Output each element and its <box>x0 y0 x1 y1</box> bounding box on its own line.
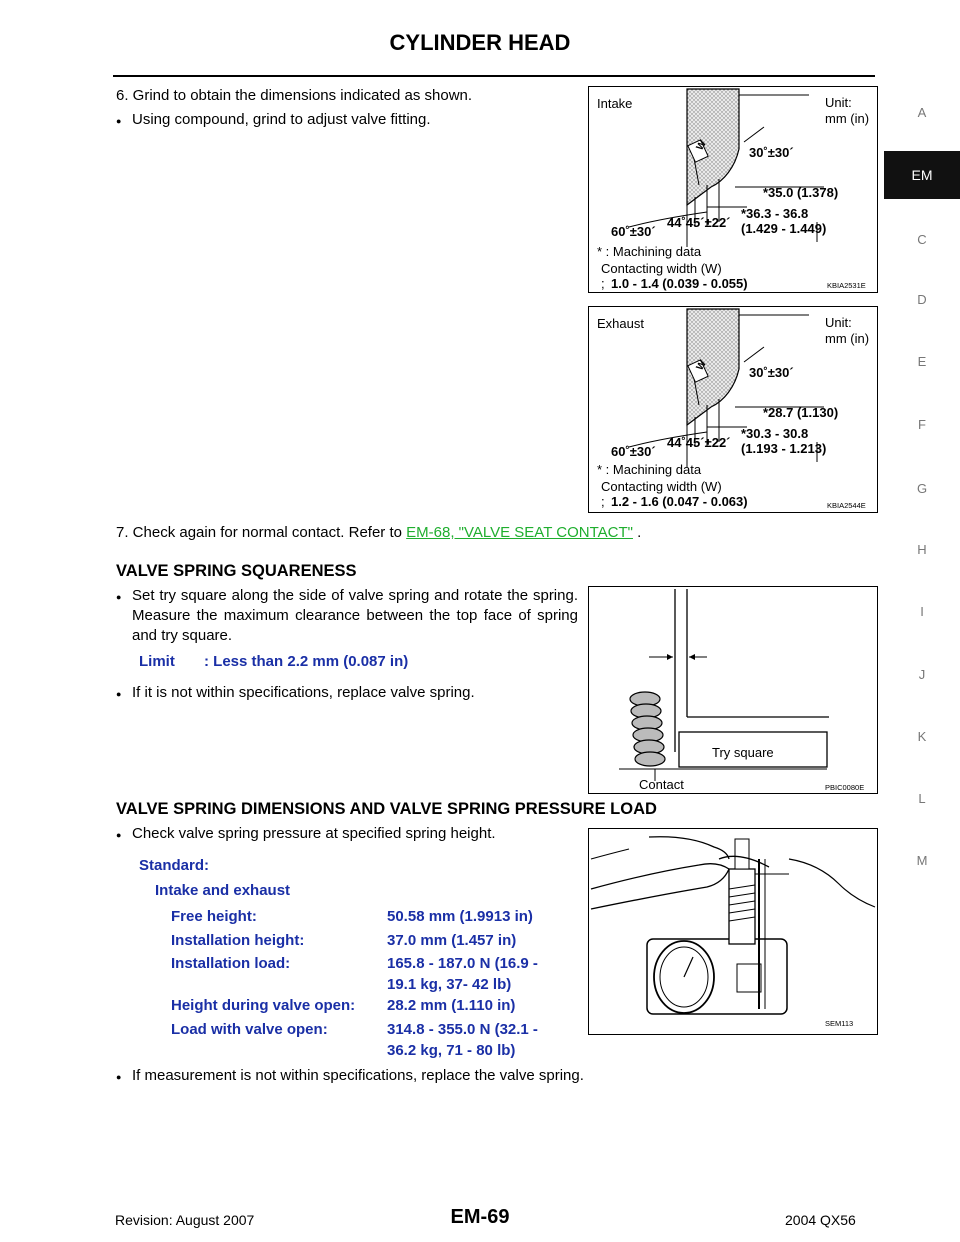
exhaust-dim-2b: (1.193 - 1.213) <box>741 441 827 456</box>
dimensions-heading: VALVE SPRING DIMENSIONS AND VALVE SPRING PRESSURE LOAD <box>116 800 657 818</box>
footer-model: 2004 QX56 <box>785 1212 856 1228</box>
intake-figure-id: KBIA2531E <box>827 281 866 290</box>
spec-label-free-height: Free height: <box>171 908 257 925</box>
tab-a[interactable]: A <box>917 105 927 120</box>
tab-h[interactable]: H <box>917 542 927 557</box>
header-rule <box>113 75 875 77</box>
tab-i[interactable]: I <box>920 604 924 619</box>
tab-g[interactable]: G <box>916 481 928 496</box>
exhaust-valve-seat-figure <box>588 306 878 513</box>
tab-em[interactable]: EM <box>884 151 960 199</box>
tab-j[interactable]: J <box>918 667 926 682</box>
intake-angle-mid: 44˚45´±22´ <box>667 215 731 230</box>
squareness-bullet-2: ● If it is not within specifications, replace valve spring. <box>132 683 475 703</box>
intake-dim-2a: *36.3 - 36.8 <box>741 206 809 221</box>
dimensions-bullet-2: ● If measurement is not within specifications, replace the valve spring. <box>132 1066 584 1086</box>
intake-w-mark: W <box>694 138 709 153</box>
intake-angle-top: 30˚±30´ <box>749 145 794 160</box>
exhaust-angle-mid: 44˚45´±22´ <box>667 435 731 450</box>
tab-f[interactable]: F <box>918 417 926 432</box>
tab-e[interactable]: E <box>917 354 927 369</box>
intake-dim-2b: (1.429 - 1.449) <box>741 221 827 236</box>
page-number: EM-69 <box>450 1206 510 1228</box>
valve-seat-contact-link[interactable]: EM-68, "VALVE SEAT CONTACT" <box>406 524 633 541</box>
exhaust-unit-mm: mm (in) <box>825 331 870 346</box>
intake-dim-1: *35.0 (1.378) <box>763 185 839 200</box>
spec-value-height-valve-open: 28.2 mm (1.110 in) <box>387 997 516 1014</box>
squareness-heading: VALVE SPRING SQUARENESS <box>116 562 357 580</box>
exhaust-figure-id: KBIA2544E <box>827 501 866 510</box>
step-7-text: 7. Check again for normal contact. Refer to <box>116 524 407 541</box>
standard-group: Intake and exhaust <box>155 882 291 899</box>
spec-label-height-valve-open: Height during valve open: <box>171 997 356 1014</box>
exhaust-note-3: 1.2 - 1.6 (0.047 - 0.063) <box>611 494 748 509</box>
intake-note-3: 1.0 - 1.4 (0.039 - 0.055) <box>611 276 748 291</box>
exhaust-w-mark: W <box>694 358 709 373</box>
spec-label-installation-load: Installation load: <box>171 955 291 972</box>
tab-m[interactable]: M <box>916 853 928 868</box>
spec-label-load-valve-open: Load with valve open: <box>171 1021 328 1038</box>
spec-value-load-valve-open: 314.8 - 355.0 N (32.1 - 36.2 kg, 71 - 80 lb) <box>387 1021 538 1059</box>
intake-angle-low: 60˚±30´ <box>611 224 656 239</box>
try-square-figure-id: PBIC0080E <box>825 783 865 792</box>
intake-unit: Unit: <box>825 95 852 110</box>
exhaust-dim-1: *28.7 (1.130) <box>763 405 839 420</box>
footer-revision: Revision: August 2007 <box>115 1212 255 1228</box>
spring-tester-drawing <box>589 829 877 1034</box>
spring-tester-figure <box>588 828 878 1035</box>
intake-note-3-prefix: ; <box>601 276 605 291</box>
exhaust-note-1: * : Machining data <box>597 462 702 477</box>
page-title: CYLINDER HEAD <box>389 30 571 55</box>
squareness-bullet-1: ● Set try square along the side of valve spring and rotate the spring. Measure the maximum clearance between the top face of spring and try square. <box>132 586 578 646</box>
spec-value-installation-height: 37.0 mm (1.457 in) <box>387 932 517 949</box>
spec-value-free-height: 50.58 mm (1.9913 in) <box>387 908 533 925</box>
spring-tester-figure-id: SEM113 <box>825 1019 854 1028</box>
try-square-label: Try square <box>712 745 774 760</box>
exhaust-note-2: Contacting width (W) <box>601 479 722 494</box>
tab-c[interactable]: C <box>917 232 927 247</box>
tab-d[interactable]: D <box>917 292 927 307</box>
try-square-drawing <box>589 587 877 793</box>
step-6: 6. Grind to obtain the dimensions indicated as shown. <box>116 87 473 104</box>
exhaust-angle-top: 30˚±30´ <box>749 365 794 380</box>
step-6-bullet: ● Using compound, grind to adjust valve fitting. <box>132 110 431 130</box>
tab-k[interactable]: K <box>917 729 927 744</box>
intake-label: Intake <box>597 96 633 111</box>
tab-l[interactable]: L <box>918 791 926 806</box>
exhaust-label: Exhaust <box>597 316 644 331</box>
step-7 <box>116 523 641 543</box>
contact-label: Contact <box>639 777 684 792</box>
step-7-suffix: . <box>632 524 642 541</box>
intake-note-2: Contacting width (W) <box>601 261 722 276</box>
exhaust-angle-low: 60˚±30´ <box>611 444 656 459</box>
exhaust-unit: Unit: <box>825 315 852 330</box>
intake-valve-seat-figure <box>588 86 878 293</box>
exhaust-note-3-prefix: ; <box>601 494 605 509</box>
standard-label: Standard: <box>139 857 210 874</box>
intake-unit-mm: mm (in) <box>825 111 870 126</box>
exhaust-dim-2a: *30.3 - 30.8 <box>741 426 809 441</box>
squareness-limit: Limit : Less than 2.2 mm (0.087 in) <box>139 653 409 670</box>
spec-value-installation-load: 165.8 - 187.0 N (16.9 - 19.1 kg, 37- 42 lb) <box>387 955 538 993</box>
try-square-figure <box>588 586 878 794</box>
dimensions-bullet-1: ● Check valve spring pressure at specified spring height. <box>132 824 496 844</box>
intake-note-1: * : Machining data <box>597 244 702 259</box>
spec-label-installation-height: Installation height: <box>171 932 305 949</box>
